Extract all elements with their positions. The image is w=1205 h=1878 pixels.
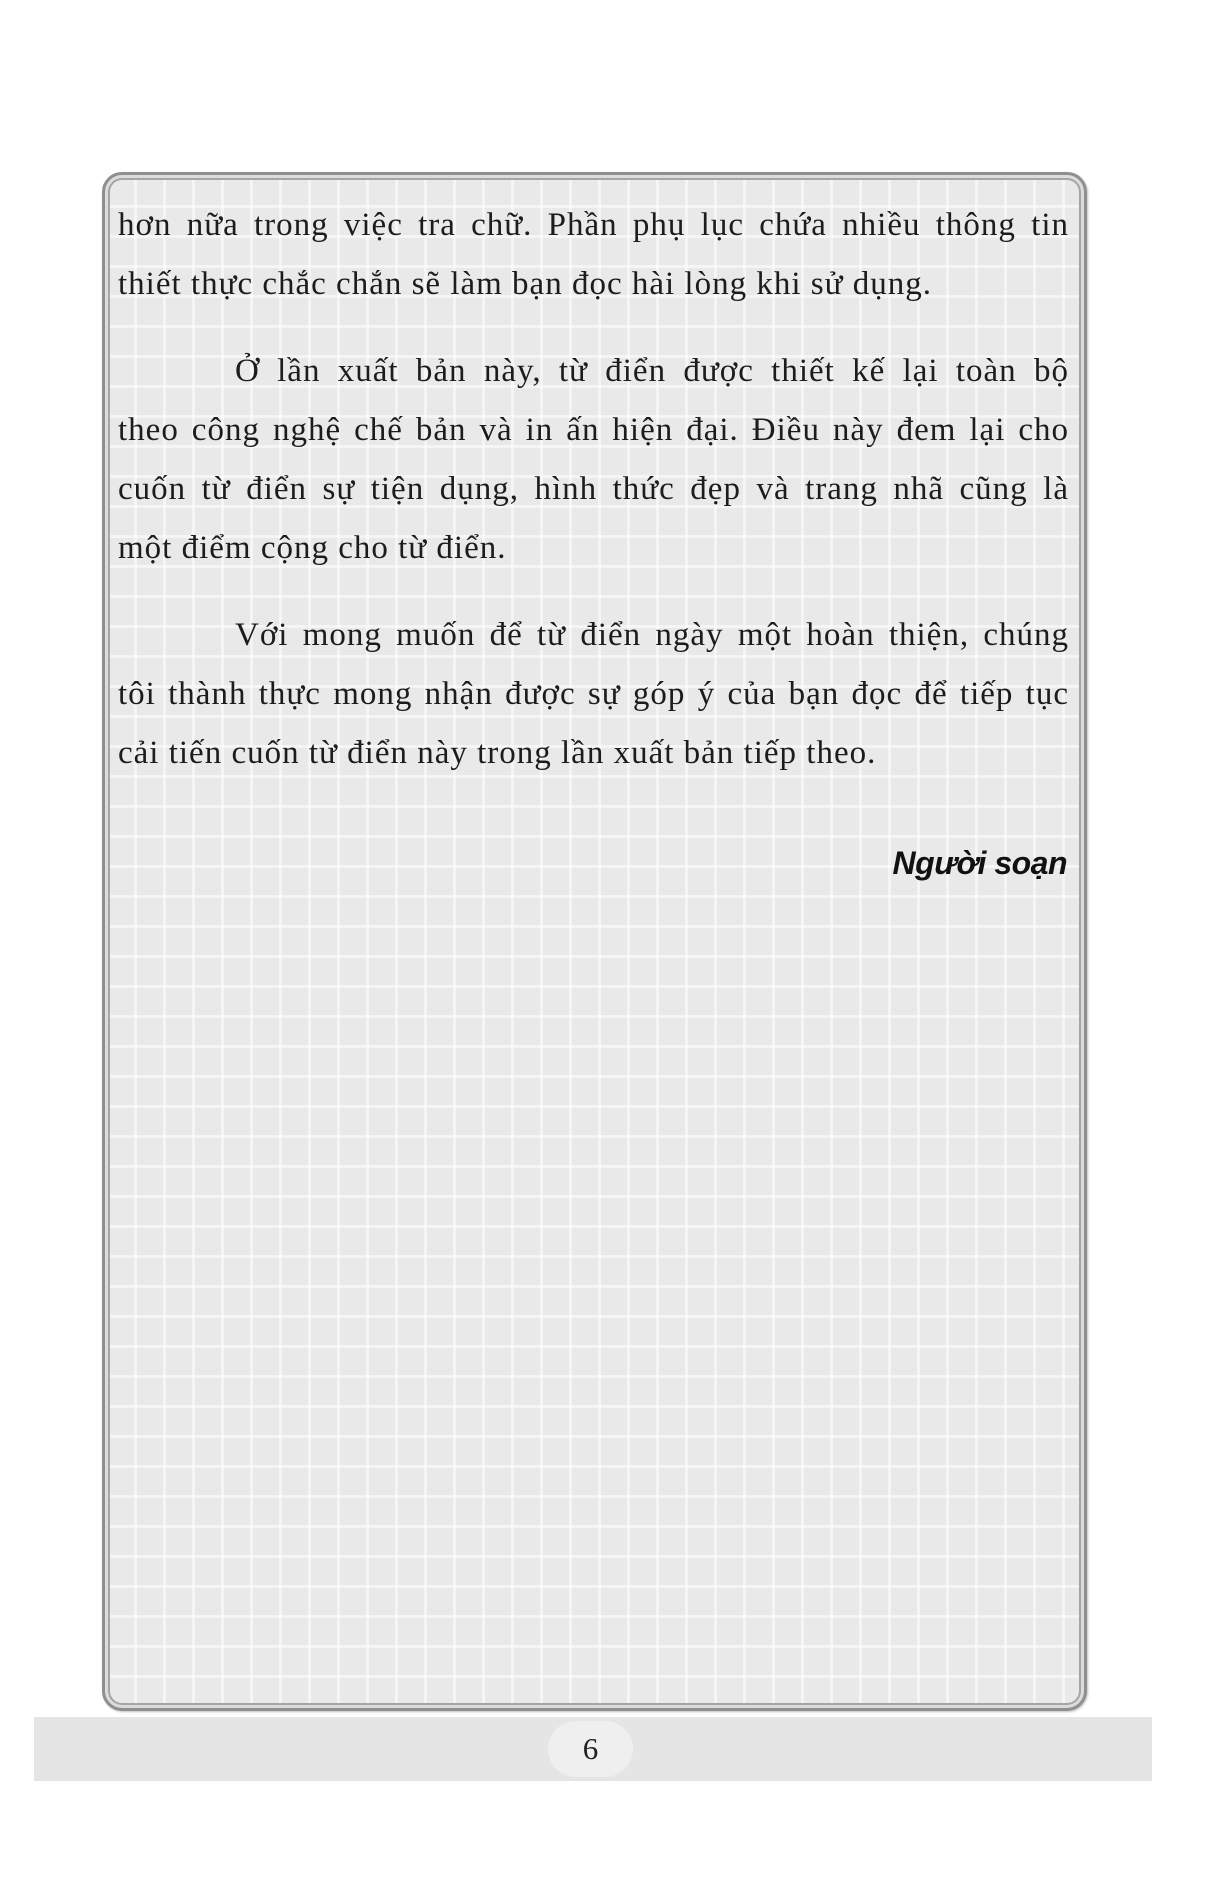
author-signature: Người soạn <box>892 845 1067 881</box>
text-line: tôi thành thực mong nhận được sự góp ý của bạn đọc để tiếp tục <box>118 676 1069 712</box>
paragraph-new-edition <box>118 342 1069 578</box>
paragraph-continuation <box>118 196 1069 314</box>
text-line: cải tiến cuốn từ điển này trong lần xuất bản tiếp theo. <box>118 735 877 771</box>
text-line: theo công nghệ chế bản và in ấn hiện đại. Điều này đem lại cho <box>118 412 1069 448</box>
page-number-text: 6 <box>582 1731 599 1766</box>
text-line: cuốn từ điển sự tiện dụng, hình thức đẹp và trang nhã cũng là <box>118 471 1069 507</box>
text-line: hơn nữa trong việc tra chữ. Phần phụ lục chứa nhiều thông tin <box>118 207 1069 243</box>
footer-bar <box>34 1717 1152 1781</box>
text-line: Với mong muốn để từ điển ngày một hoàn thiện, chúng <box>235 617 1069 653</box>
text-line: thiết thực chắc chắn sẽ làm bạn đọc hài lòng khi sử dụng. <box>118 266 932 302</box>
body-text <box>118 196 1069 893</box>
text-line: một điểm cộng cho từ điển. <box>118 530 507 566</box>
text-line: Ở lần xuất bản này, từ điển được thiết kế lại toàn bộ <box>235 353 1069 389</box>
paragraph-feedback <box>118 606 1069 783</box>
page-number <box>548 1721 633 1777</box>
